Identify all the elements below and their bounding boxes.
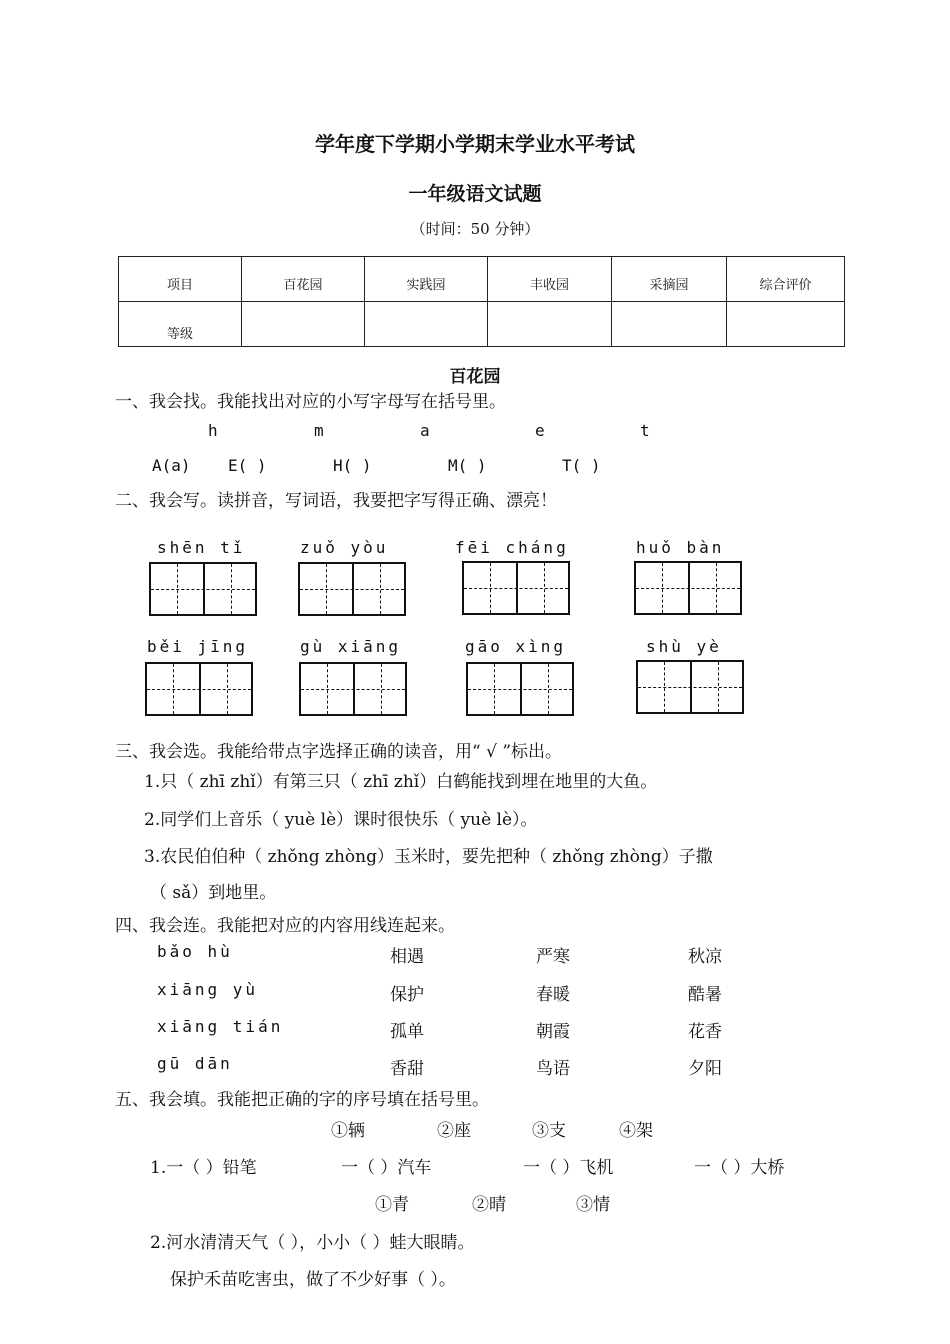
score-cell[interactable]: [727, 302, 845, 347]
q4-word[interactable]: 秋凉: [688, 947, 722, 967]
q4-pinyin[interactable]: bǎo hù: [157, 942, 233, 961]
q5-option: ②座: [437, 1121, 471, 1141]
q3-item[interactable]: 1.只（ zhī zhǐ）有第三只（ zhī zhǐ）白鹤能找到埋在地里的大鱼。: [144, 772, 658, 792]
score-cell[interactable]: [365, 302, 488, 347]
q5-sentence[interactable]: 2.河水清清天气（ ），小小（ ）蛙大眼睛。: [150, 1233, 475, 1253]
q2-pinyin: gù xiāng: [300, 637, 402, 656]
q2-pinyin: huǒ bàn: [636, 538, 725, 557]
score-header-cell: 丰收园: [488, 257, 612, 302]
q4-instruction: 四、我会连。我能把对应的内容用线连起来。: [115, 916, 455, 936]
q1-answer[interactable]: T( ): [562, 456, 601, 475]
q4-word[interactable]: 花香: [688, 1022, 722, 1042]
writing-grid[interactable]: [466, 662, 574, 716]
score-cell[interactable]: [488, 302, 612, 347]
q4-word[interactable]: 春暖: [536, 985, 570, 1005]
q2-pinyin: shēn tǐ: [157, 538, 246, 557]
q1-answer[interactable]: M( ): [448, 456, 487, 475]
writing-grid[interactable]: [462, 561, 570, 615]
writing-grid[interactable]: [634, 561, 742, 615]
q4-word[interactable]: 相遇: [390, 947, 424, 967]
q1-letter: a: [420, 421, 433, 440]
q1-answer[interactable]: E( ): [228, 456, 267, 475]
writing-grid[interactable]: [149, 562, 257, 616]
score-table: [118, 256, 845, 347]
q3-item[interactable]: 2.同学们上音乐（ yuè lè）课时很快乐（ yuè lè）。: [144, 810, 538, 830]
q5-option: ④架: [619, 1121, 653, 1141]
q3-item[interactable]: （ sǎ）到地里。: [150, 883, 277, 903]
q5-option: ①青: [375, 1195, 409, 1215]
q4-word[interactable]: 朝霞: [536, 1022, 570, 1042]
score-header-cell: 采摘园: [612, 257, 727, 302]
q5-instruction: 五、我会填。我能把正确的字的序号填在括号里。: [115, 1090, 489, 1110]
writing-grid[interactable]: [298, 562, 406, 616]
score-header-cell: 综合评价: [727, 257, 845, 302]
q4-word[interactable]: 香甜: [390, 1059, 424, 1079]
q5-blank[interactable]: 一（ ）飞机: [523, 1158, 614, 1178]
q1-letter: m: [314, 421, 327, 440]
score-header-cell: 实践园: [365, 257, 488, 302]
exam-subtitle: 一年级语文试题: [408, 183, 542, 205]
q5-sentence[interactable]: 保护禾苗吃害虫，做了不少好事（ ）。: [170, 1270, 456, 1290]
score-cell[interactable]: [242, 302, 365, 347]
q5-blank[interactable]: 1.一（ ）铅笔: [150, 1158, 257, 1178]
q2-pinyin: shù yè: [646, 637, 722, 656]
q2-instruction: 二、我会写。读拼音，写词语，我要把字写得正确、漂亮！: [115, 491, 557, 511]
q5-option: ①辆: [331, 1121, 365, 1141]
score-cell[interactable]: [612, 302, 727, 347]
q4-word[interactable]: 严寒: [536, 947, 570, 967]
q1-letter: e: [535, 421, 548, 440]
q1-answer[interactable]: H( ): [333, 456, 372, 475]
section-title: 百花园: [449, 367, 501, 387]
q4-word[interactable]: 保护: [390, 985, 424, 1005]
score-header-cell: 项目: [119, 257, 242, 302]
q2-pinyin: gāo xìng: [465, 637, 567, 656]
exam-time: （时间：50 分钟）: [410, 220, 540, 238]
q3-instruction: 三、我会选。我能给带点字选择正确的读音，用“ √ ”标出。: [115, 742, 563, 762]
q1-answer[interactable]: A(a): [152, 456, 191, 475]
q1-letter: h: [208, 421, 221, 440]
q4-word[interactable]: 孤单: [390, 1022, 424, 1042]
q1-letter: t: [640, 421, 653, 440]
exam-title: 学年度下学期小学期末学业水平考试: [315, 132, 635, 156]
q5-option: ③支: [532, 1121, 566, 1141]
q4-word[interactable]: 鸟语: [536, 1059, 570, 1079]
writing-grid[interactable]: [636, 660, 744, 714]
q4-pinyin[interactable]: gū dān: [157, 1054, 233, 1073]
q5-blank[interactable]: 一（ ）汽车: [341, 1158, 432, 1178]
q1-instruction: 一、我会找。我能找出对应的小写字母写在括号里。: [115, 392, 506, 412]
q4-word[interactable]: 夕阳: [688, 1059, 722, 1079]
q5-option: ②晴: [472, 1195, 506, 1215]
q3-item[interactable]: 3.农民伯伯种（ zhǒng zhòng）玉米时，要先把种（ zhǒng zhòng）子撒: [144, 847, 713, 867]
q4-pinyin[interactable]: xiāng tián: [157, 1017, 284, 1036]
writing-grid[interactable]: [145, 662, 253, 716]
q2-pinyin: běi jīng: [147, 637, 249, 656]
q2-pinyin: zuǒ yòu: [300, 538, 389, 557]
score-header-cell: 百花园: [242, 257, 365, 302]
q4-pinyin[interactable]: xiāng yù: [157, 980, 259, 999]
writing-grid[interactable]: [299, 662, 407, 716]
score-row-label: 等级: [119, 302, 242, 347]
q5-blank[interactable]: 一（ ）大桥: [694, 1158, 785, 1178]
q5-option: ③情: [576, 1195, 610, 1215]
q2-pinyin: fēi cháng: [455, 538, 569, 557]
q4-word[interactable]: 酷暑: [688, 985, 722, 1005]
